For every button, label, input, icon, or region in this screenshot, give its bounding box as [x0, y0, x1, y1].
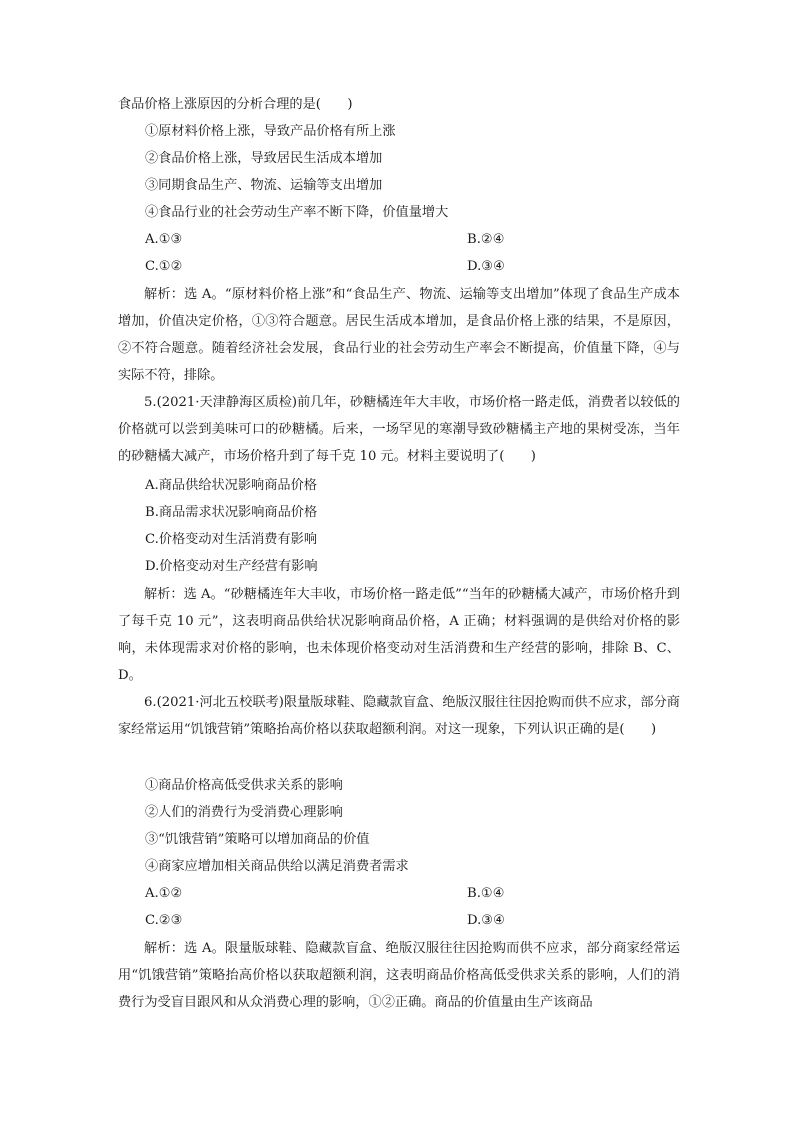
- q6-item-1: ①商品价格高低受供求关系的影响: [145, 778, 343, 793]
- q6-item-2: ②人们的消费行为受消费心理影响: [145, 805, 343, 820]
- q6-option-b: B.①④: [467, 886, 505, 901]
- q4-option-d: D.③④: [467, 259, 505, 274]
- q6-option-c: C.②③: [145, 913, 183, 928]
- q4-option-b: B.②④: [467, 232, 505, 247]
- q5-option-c: C.价格变动对生活消费有影响: [145, 532, 318, 547]
- q6-analysis: 解析：选 A。限量版球鞋、隐藏款盲盒、绝版汉服往往因抢购而供不应求，部分商家经常运用“饥饿营销”策略抬高价格以获取超额利润，这表明商品价格高低受供求关系的影响，人们的消费行为受盲目跟风和从众消费心理的影响，①②正确。商品的价值量由生产该商品: [118, 941, 680, 1010]
- q4-item-1: ①原材料价格上涨，导致产品价格有所上涨: [145, 124, 396, 139]
- q4-item-3: ③同期食品生产、物流、运输等支出增加: [145, 178, 383, 193]
- q4-option-a: A.①③: [145, 232, 183, 247]
- q4-stem: 食品价格上涨原因的分析合理的是( ): [118, 97, 353, 112]
- q6-option-a: A.①②: [145, 886, 183, 901]
- q4-item-4: ④食品行业的社会劳动生产率不断下降，价值量增大: [145, 205, 449, 220]
- q5-option-d: D.价格变动对生产经营有影响: [145, 559, 318, 574]
- q5-stem: 5.(2021·天津静海区质检)前几年，砂糖橘连年大丰收，市场价格一路走低，消费者以较低的价格就可以尝到美味可口的砂糖橘。后来，一场罕见的寒潮导致砂糖橘主产地的果树受冻，当年的砂糖橘大减产，市场价格升到了每千克 10 元。材料主要说明了( ): [118, 395, 680, 464]
- q6-item-3: ③“饥饿营销”策略可以增加商品的价值: [145, 832, 370, 847]
- q6-stem: 6.(2021·河北五校联考)限量版球鞋、隐藏款盲盒、绝版汉服往往因抢购而供不应求，部分商家经常运用“饥饿营销”策略抬高价格以获取超额利润。对这一现象，下列认识正确的是( ): [118, 695, 680, 737]
- q5-option-a: A.商品供给状况影响商品价格: [145, 478, 317, 493]
- q6-item-4: ④商家应增加相关商品供给以满足消费者需求: [145, 859, 409, 874]
- q4-option-c: C.①②: [145, 259, 183, 274]
- q6-option-d: D.③④: [467, 913, 505, 928]
- q4-item-2: ②食品价格上涨，导致居民生活成本增加: [145, 151, 383, 166]
- q5-analysis: 解析：选 A。“砂糖橘连年大丰收，市场价格一路走低”“当年的砂糖橘大减产，市场价格升到了每千克 10 元”，这表明商品供给状况影响商品价格，A 正确；材料强调的是供给对价格的影响，未体现需求对价格的影响，也未体现价格变动对生活消费和生产经营的影响，排除 B、C、D。: [118, 587, 680, 683]
- q4-analysis: 解析：选 A。“原材料价格上涨”和“食品生产、物流、运输等支出增加”体现了食品生产成本增加，价值决定价格，①③符合题意。居民生活成本增加，是食品价格上涨的结果，不是原因，②不符合题意。随着经济社会发展，食品行业的社会劳动生产率会不断提高，价值量下降，④与实际不符，排除。: [118, 287, 680, 383]
- q5-option-b: B.商品需求状况影响商品价格: [145, 505, 318, 520]
